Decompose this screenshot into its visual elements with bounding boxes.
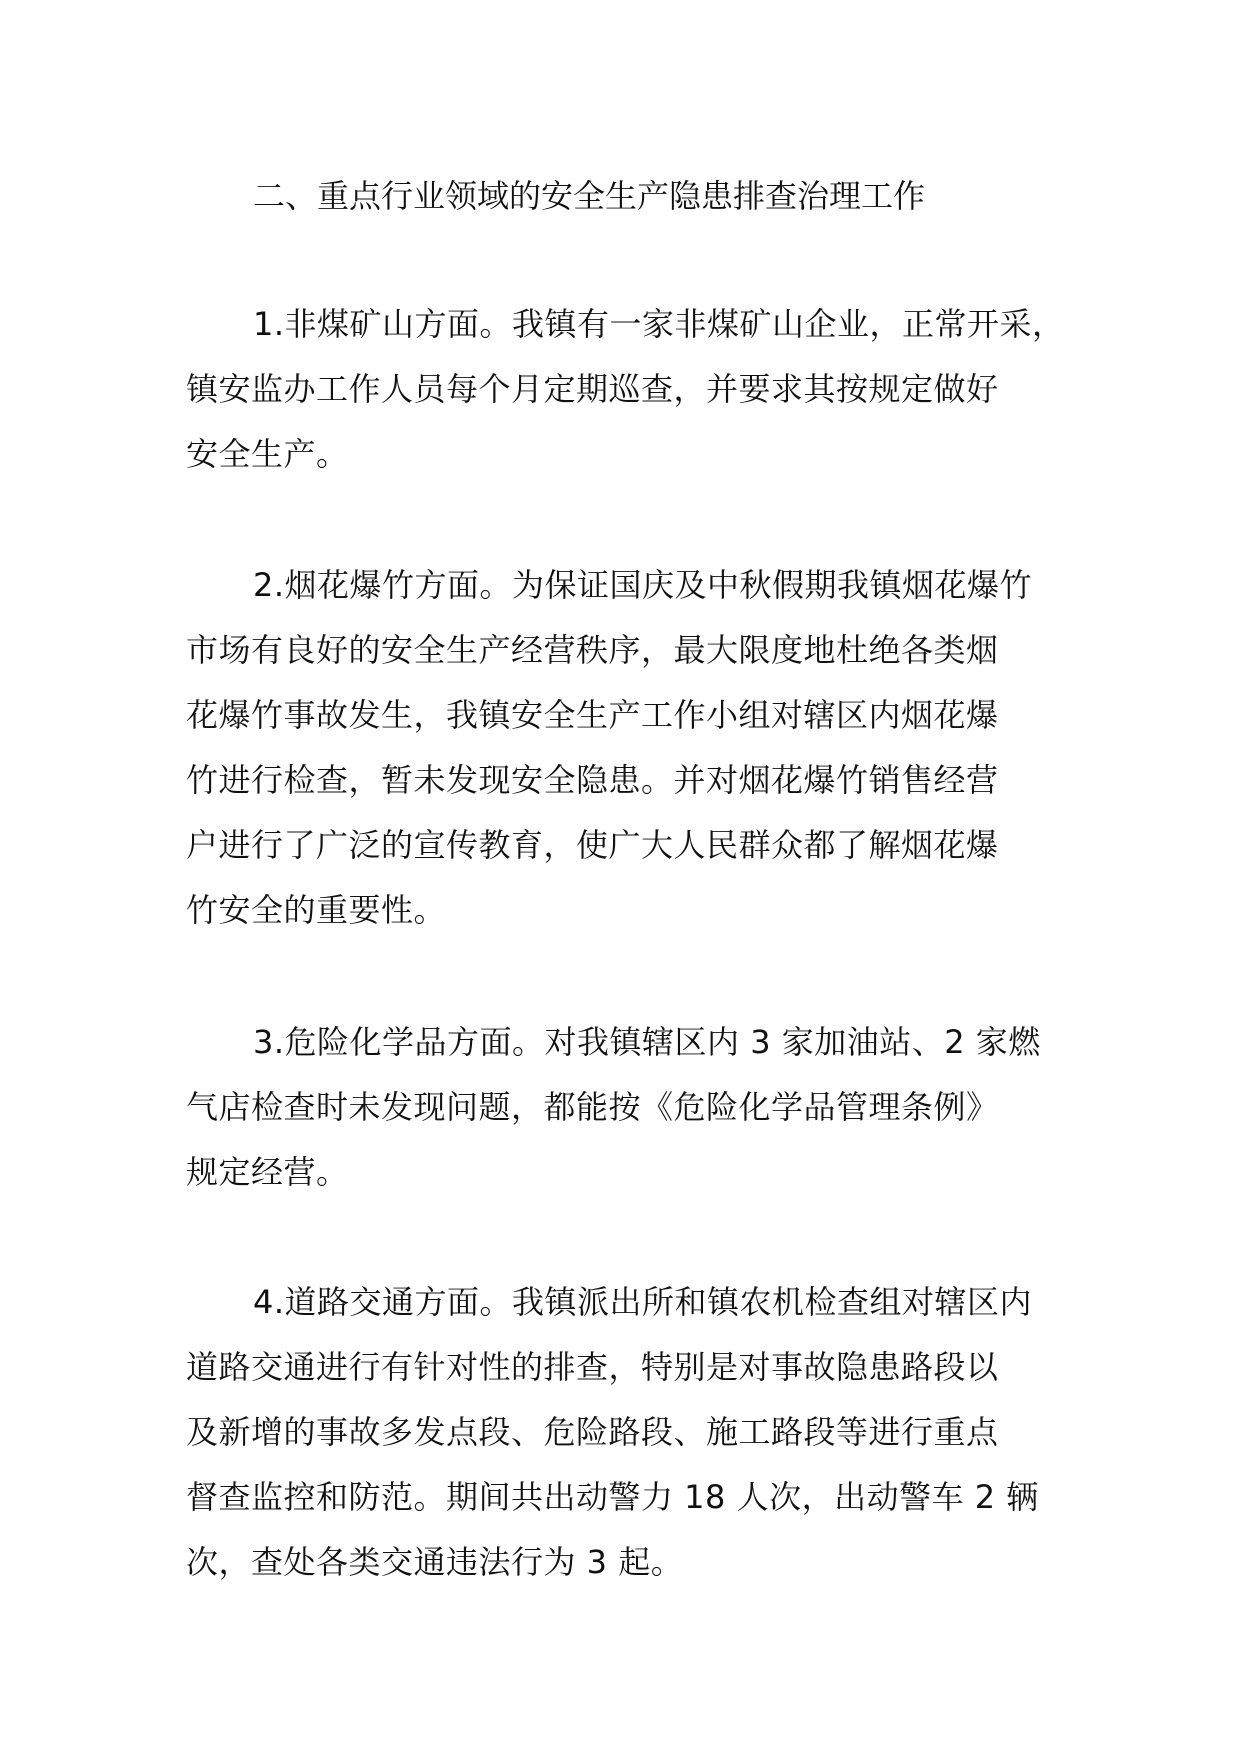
- paragraph-line: 镇安监办工作人员每个月定期巡查，并要求其按规定做好: [186, 370, 999, 408]
- paragraph-hazardous-chemicals: [186, 1010, 1086, 1205]
- paragraph-non-coal-mines: [186, 292, 1086, 487]
- paragraph-line: 3.危险化学品方面。对我镇辖区内 3 家加油站、2 家燃: [253, 1023, 1041, 1061]
- paragraph-line: 市场有良好的安全生产经营秩序，最大限度地杜绝各类烟: [186, 631, 999, 669]
- paragraph-road-traffic: [186, 1270, 1086, 1595]
- paragraph-line: 气店检查时未发现问题，都能按《危险化学品管理条例》: [186, 1088, 999, 1126]
- paragraph-line: 2.烟花爆竹方面。为保证国庆及中秋假期我镇烟花爆竹: [253, 566, 1033, 604]
- paragraph-line: 安全生产。: [186, 435, 349, 473]
- paragraph-line: 督查监控和防范。期间共出动警力 18 人次，出动警车 2 辆: [186, 1478, 1039, 1516]
- paragraph-line: 1.非煤矿山方面。我镇有一家非煤矿山企业，正常开采，: [253, 305, 1065, 343]
- paragraph-line: 竹进行检查，暂未发现安全隐患。并对烟花爆竹销售经营: [186, 761, 999, 799]
- paragraph-line: 竹安全的重要性。: [186, 891, 447, 929]
- paragraph-line: 户进行了广泛的宣传教育，使广大人民群众都了解烟花爆: [186, 826, 999, 864]
- paragraph-line: 4.道路交通方面。我镇派出所和镇农机检查组对辖区内: [253, 1283, 1033, 1321]
- section-heading: 二、重点行业领域的安全生产隐患排查治理工作: [253, 177, 926, 215]
- paragraph-line: 次，查处各类交通违法行为 3 起。: [186, 1543, 684, 1581]
- paragraph-line: 花爆竹事故发生，我镇安全生产工作小组对辖区内烟花爆: [186, 696, 999, 734]
- paragraph-fireworks: [186, 553, 1086, 943]
- paragraph-line: 规定经营。: [186, 1153, 349, 1191]
- paragraph-line: 道路交通进行有针对性的排查，特别是对事故隐患路段以: [186, 1348, 999, 1386]
- paragraph-line: 及新增的事故多发点段、危险路段、施工路段等进行重点: [186, 1413, 999, 1451]
